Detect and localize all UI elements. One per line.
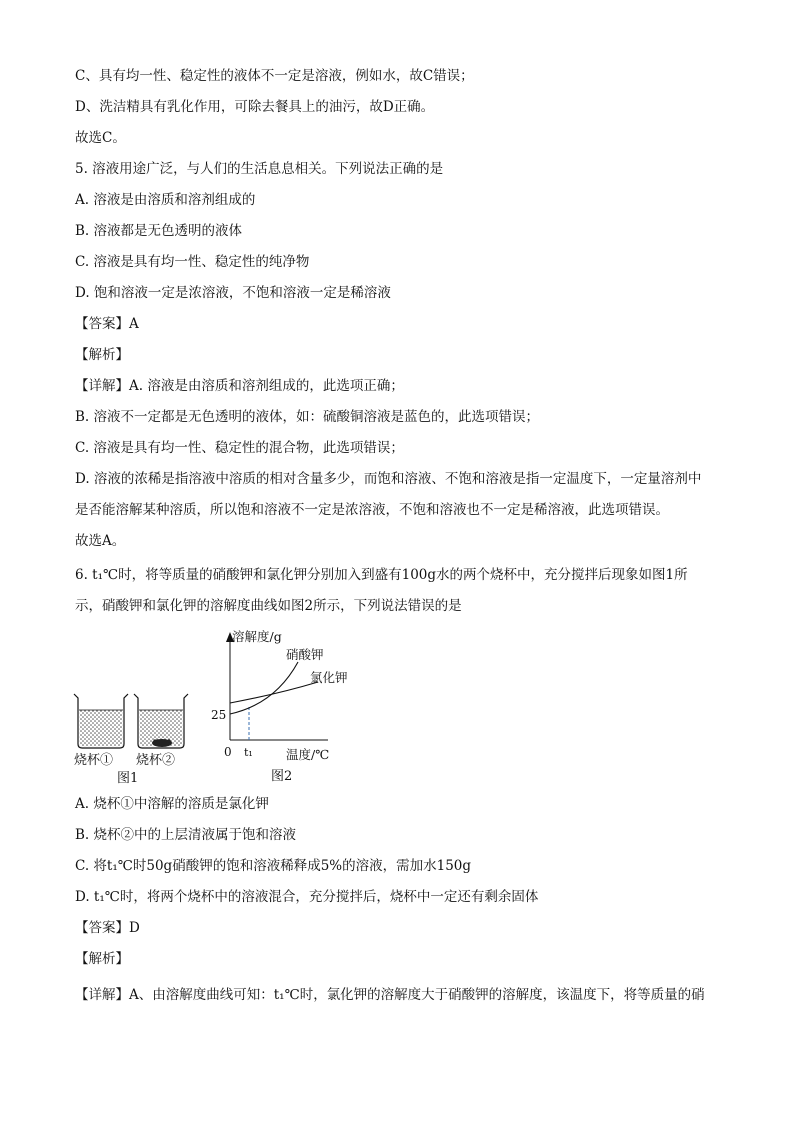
y-tick-label: 25 bbox=[211, 708, 227, 722]
text-line: 故选C。 bbox=[75, 130, 126, 146]
text-line: 故选A。 bbox=[75, 533, 126, 549]
answer-value: A bbox=[129, 316, 139, 332]
x-axis-label: 温度/℃ bbox=[286, 747, 330, 762]
y-axis-label: 溶解度/g bbox=[232, 629, 282, 644]
explanation-text: A. 溶液是由溶质和溶剂组成的，此选项正确； bbox=[129, 378, 404, 394]
answer-line bbox=[75, 919, 140, 937]
beaker-2 bbox=[134, 694, 188, 748]
figure-1-caption: 图1 bbox=[117, 771, 139, 786]
beaker-1 bbox=[74, 694, 128, 748]
answer-value: D bbox=[129, 920, 140, 936]
curve-1-label: 硝酸钾 bbox=[286, 647, 324, 662]
question-6-stem: 示，硝酸钾和氯化钾的溶解度曲线如图2所示，下列说法错误的是 bbox=[75, 598, 462, 614]
option-a: A. 溶液是由溶质和溶剂组成的 bbox=[75, 192, 256, 208]
curve-potassium-nitrate bbox=[230, 662, 298, 714]
option-d: D. t₁℃时，将两个烧杯中的溶液混合，充分搅拌后，烧杯中一定还有剩余固体 bbox=[75, 889, 539, 905]
answer-tag: 【答案】 bbox=[75, 316, 129, 332]
option-b: B. 烧杯②中的上层清液属于饱和溶液 bbox=[75, 827, 297, 843]
option-d: D. 饱和溶液一定是浓溶液，不饱和溶液一定是稀溶液 bbox=[75, 285, 391, 301]
origin-label: 0 bbox=[224, 745, 232, 759]
explanation-line: C. 溶液是具有均一性、稳定性的混合物，此选项错误； bbox=[75, 440, 404, 456]
answer-line bbox=[75, 315, 139, 333]
explanation-line: 【详解】A、由溶解度曲线可知：t₁℃时，氯化钾的溶解度大于硝酸钾的溶解度，该温度下，将等质量的硝 bbox=[75, 987, 705, 1003]
explanation-line: B. 溶液不一定都是无色透明的液体，如：硫酸铜溶液是蓝色的，此选项错误； bbox=[75, 409, 540, 425]
option-a: A. 烧杯①中溶解的溶质是氯化钾 bbox=[75, 796, 269, 812]
option-c: C. 溶液是具有均一性、稳定性的纯净物 bbox=[75, 254, 310, 270]
option-b: B. 溶液都是无色透明的液体 bbox=[75, 223, 243, 239]
explanation-line bbox=[75, 377, 404, 395]
answer-tag: 【答案】 bbox=[75, 920, 129, 936]
analysis-tag: 【解析】 bbox=[75, 951, 129, 967]
figure-2-caption: 图2 bbox=[271, 769, 293, 784]
question-5-stem: 5. 溶液用途广泛，与人们的生活息息相关。下列说法正确的是 bbox=[75, 161, 444, 177]
beaker-1-label: 烧杯① bbox=[74, 753, 114, 768]
text-line: D、洗洁精具有乳化作用，可除去餐具上的油污，故D正确。 bbox=[75, 99, 435, 115]
option-c: C. 将t₁℃时50g硝酸钾的饱和溶液稀释成5%的溶液，需加水150g bbox=[75, 858, 472, 874]
curve-2-label: 氯化钾 bbox=[310, 670, 348, 685]
question-6-stem: 6. t₁℃时，将等质量的硝酸钾和氯化钾分别加入到盛有100g水的两个烧杯中，充分搅拌后现象如图1所 bbox=[75, 567, 688, 583]
explanation-line: 是否能溶解某种溶质，所以饱和溶液不一定是浓溶液，不饱和溶液也不一定是稀溶液，此选项错误。 bbox=[75, 502, 669, 518]
x-tick-label: t₁ bbox=[244, 746, 253, 759]
explanation-line: D. 溶液的浓稀是指溶液中溶质的相对含量多少，而饱和溶液、不饱和溶液是指一定温度下，一定量溶剂中 bbox=[75, 471, 702, 487]
text-line: C、具有均一性、稳定性的液体不一定是溶液，例如水，故C错误； bbox=[75, 68, 474, 84]
analysis-tag: 【解析】 bbox=[75, 347, 129, 363]
beaker-2-label: 烧杯② bbox=[136, 753, 176, 768]
figure bbox=[60, 622, 360, 787]
solubility-chart bbox=[211, 629, 348, 762]
detail-tag: 【详解】 bbox=[75, 378, 129, 394]
